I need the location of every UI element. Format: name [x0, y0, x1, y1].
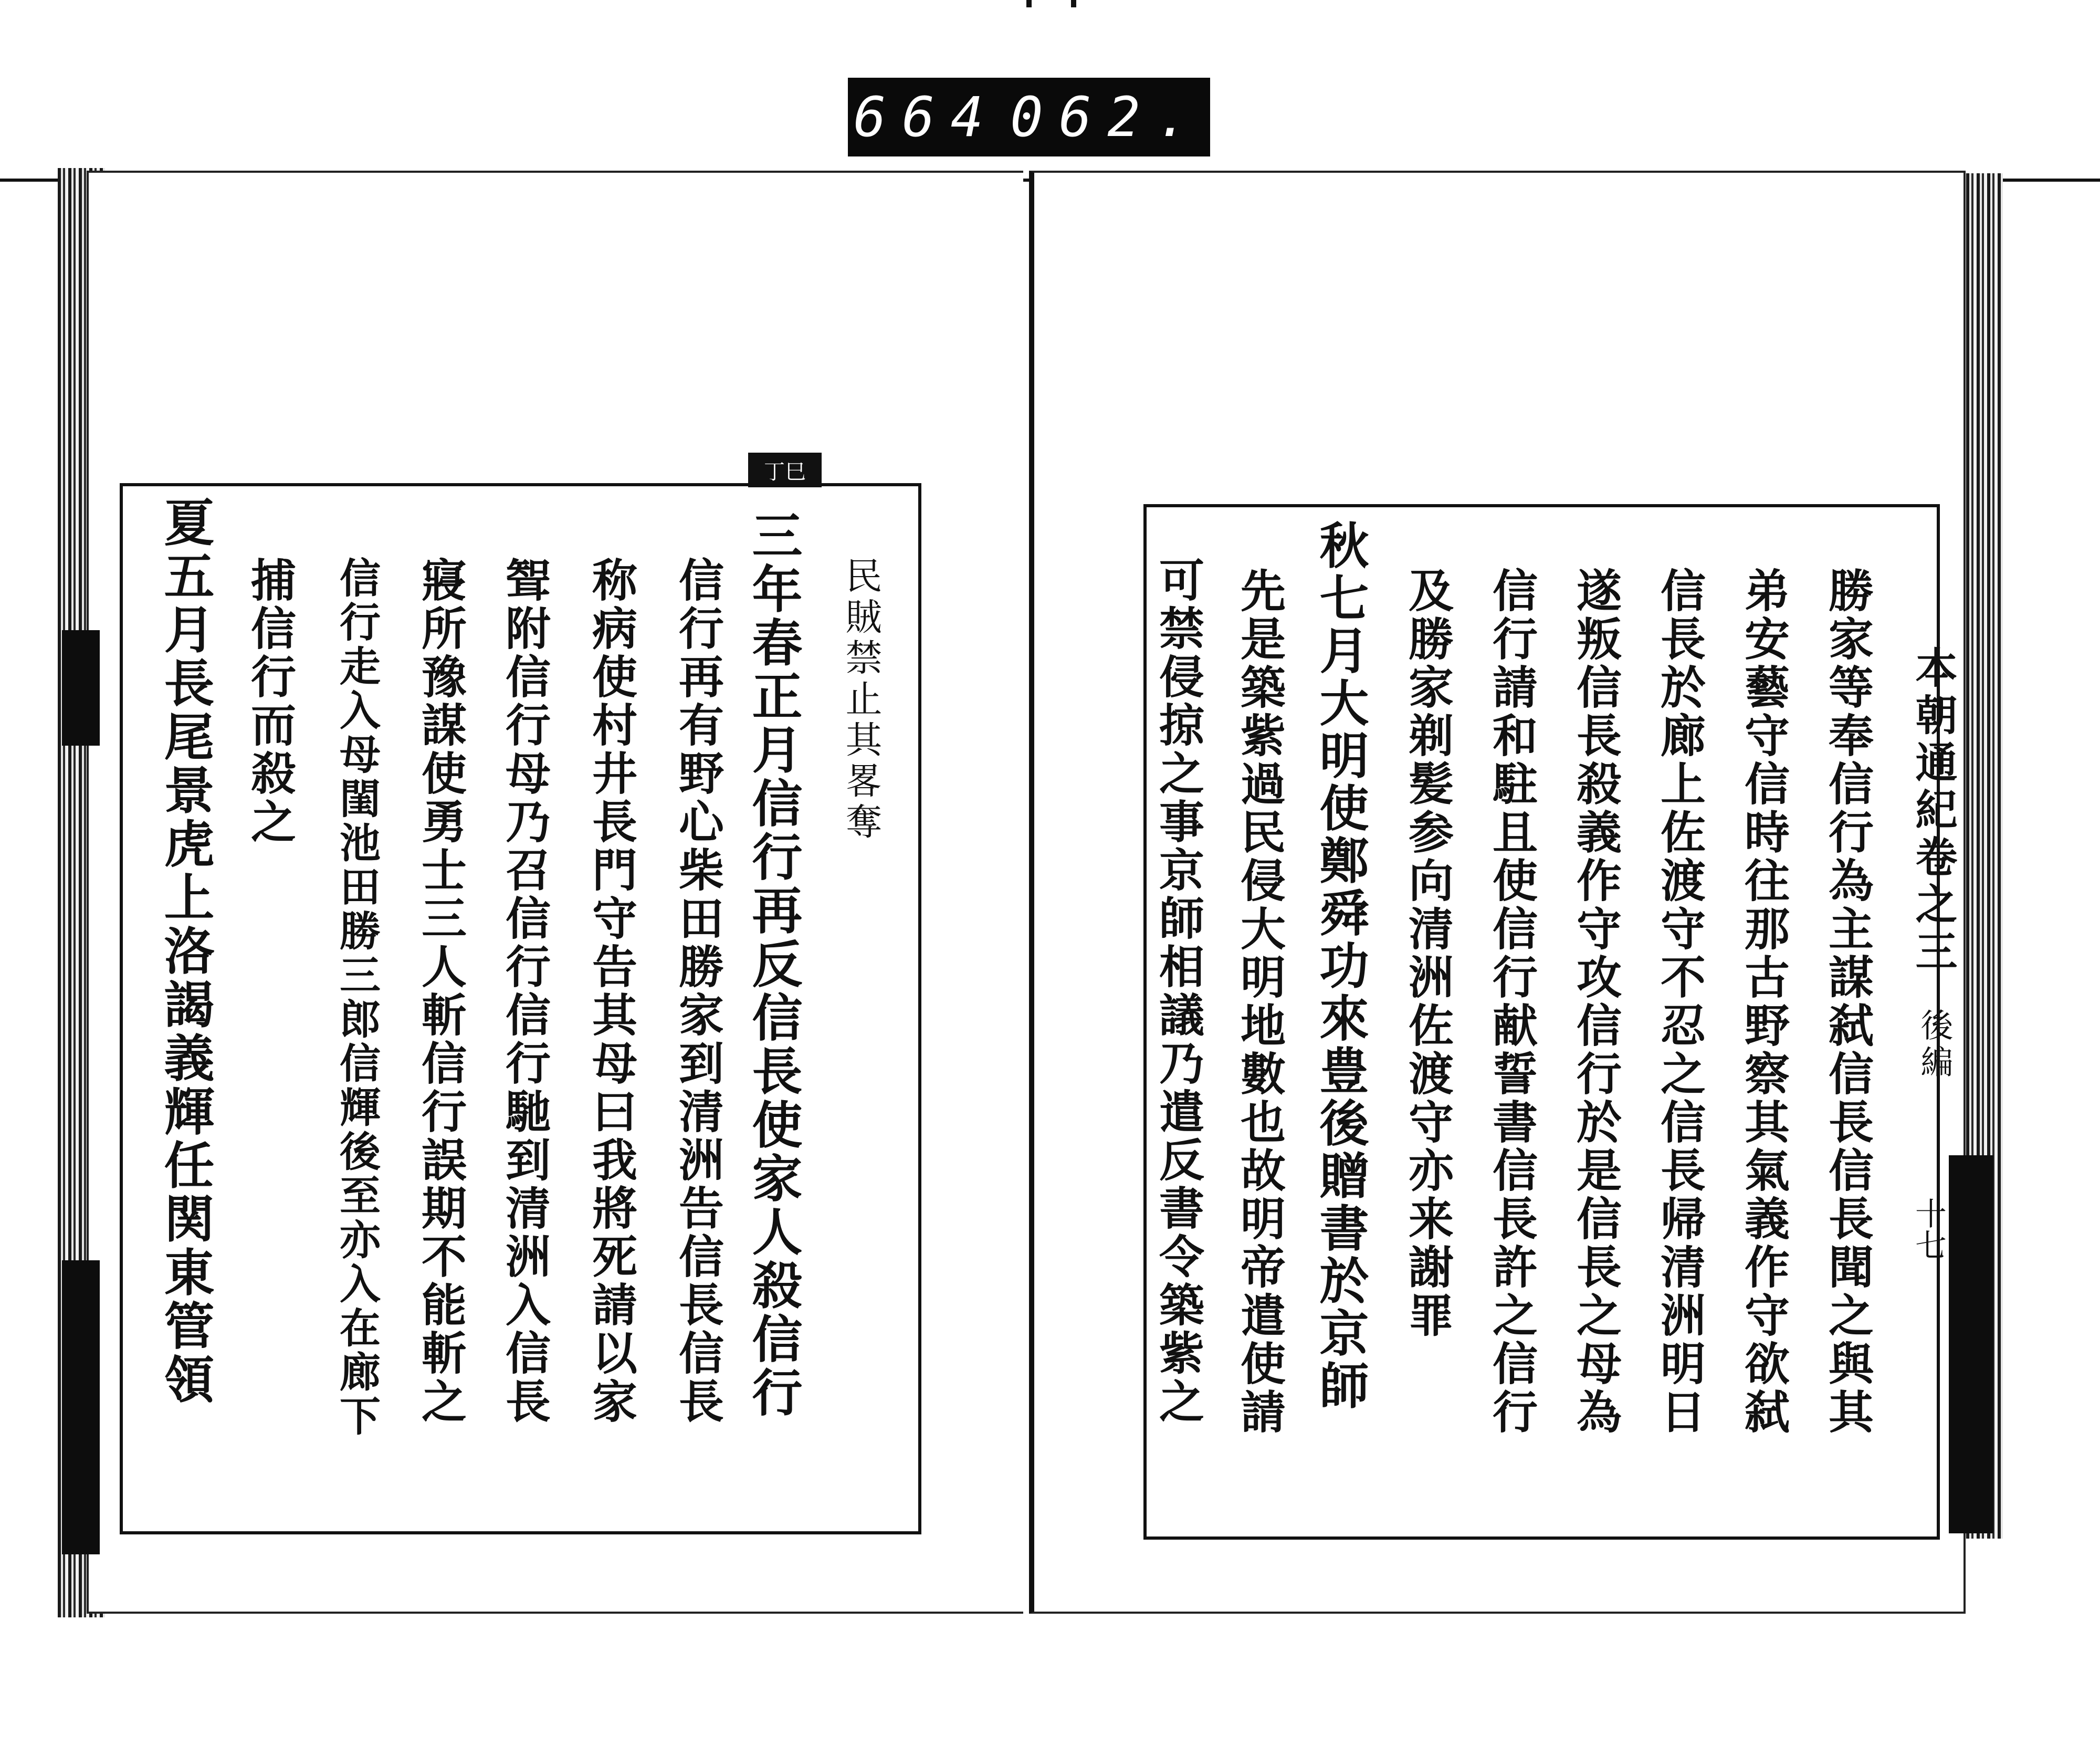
scan-mark [1071, 0, 1076, 7]
text-column: 先是築紫過民侵大明地數也故明帝遣使請 [1233, 567, 1286, 1437]
text-column: 捕信行而殺之 [243, 557, 296, 846]
text-column: 信行走入母閨池田勝三郎信輝後至亦入在廊下 [333, 557, 381, 1439]
book-subtitle-header: 後編 [1915, 1008, 1954, 1082]
text-column: 及勝家剃髪参向清洲佐渡守亦来謝罪 [1401, 567, 1454, 1340]
text-column: 寢所豫謀使勇士三人斬信行誤期不能斬之 [414, 557, 467, 1426]
text-column: 信長於廊上佐渡守不忍之信長帰清洲明日 [1653, 567, 1706, 1437]
left-edge-tab [62, 1260, 100, 1554]
text-column: 秋七月大明使鄭舜功來豊後贈書於京師 [1311, 520, 1369, 1413]
text-column: 称病使村井長門守告其母曰我將死請以家 [584, 557, 637, 1426]
text-column: 勝家等奉信行為主謀弑信長信長聞之與其 [1821, 567, 1874, 1437]
year-badge: 丁巳 [748, 453, 822, 487]
text-column: 信行請和駐且使信行献誓書信長許之信行 [1485, 567, 1538, 1437]
microfilm-frame-label [848, 78, 1210, 156]
scan-mark [1026, 0, 1032, 7]
right-edge-tab [1949, 1155, 1993, 1533]
text-column: 夏五月長尾景虎上洛謁義輝任関東管領 [156, 496, 215, 1407]
text-column: 聟附信行母乃召信行信行馳到清洲入信長 [498, 557, 551, 1426]
text-column: 民賊禁止其畧奪 [839, 557, 883, 843]
text-column: 弟安藝守信時往那古野察其氣義作守欲弑 [1737, 567, 1790, 1437]
text-column: 三年春正月信行再反信長使家人殺信行 [744, 509, 803, 1420]
text-column: 可禁侵掠之事京師相議乃遣反書令築紫之 [1151, 557, 1204, 1426]
left-edge-tab [62, 630, 100, 746]
frame-number: 062. [1010, 85, 1205, 149]
text-column: 信行再有野心柴田勝家到清洲告信長信長 [671, 557, 724, 1426]
book-title-header: 本朝通紀卷之三 [1908, 646, 1958, 977]
text-column: 遂叛信長殺義作守攻信行於是信長之母為 [1569, 567, 1622, 1437]
page-number: 十七 [1910, 1197, 1947, 1260]
reel-number: 664 [853, 85, 1000, 149]
